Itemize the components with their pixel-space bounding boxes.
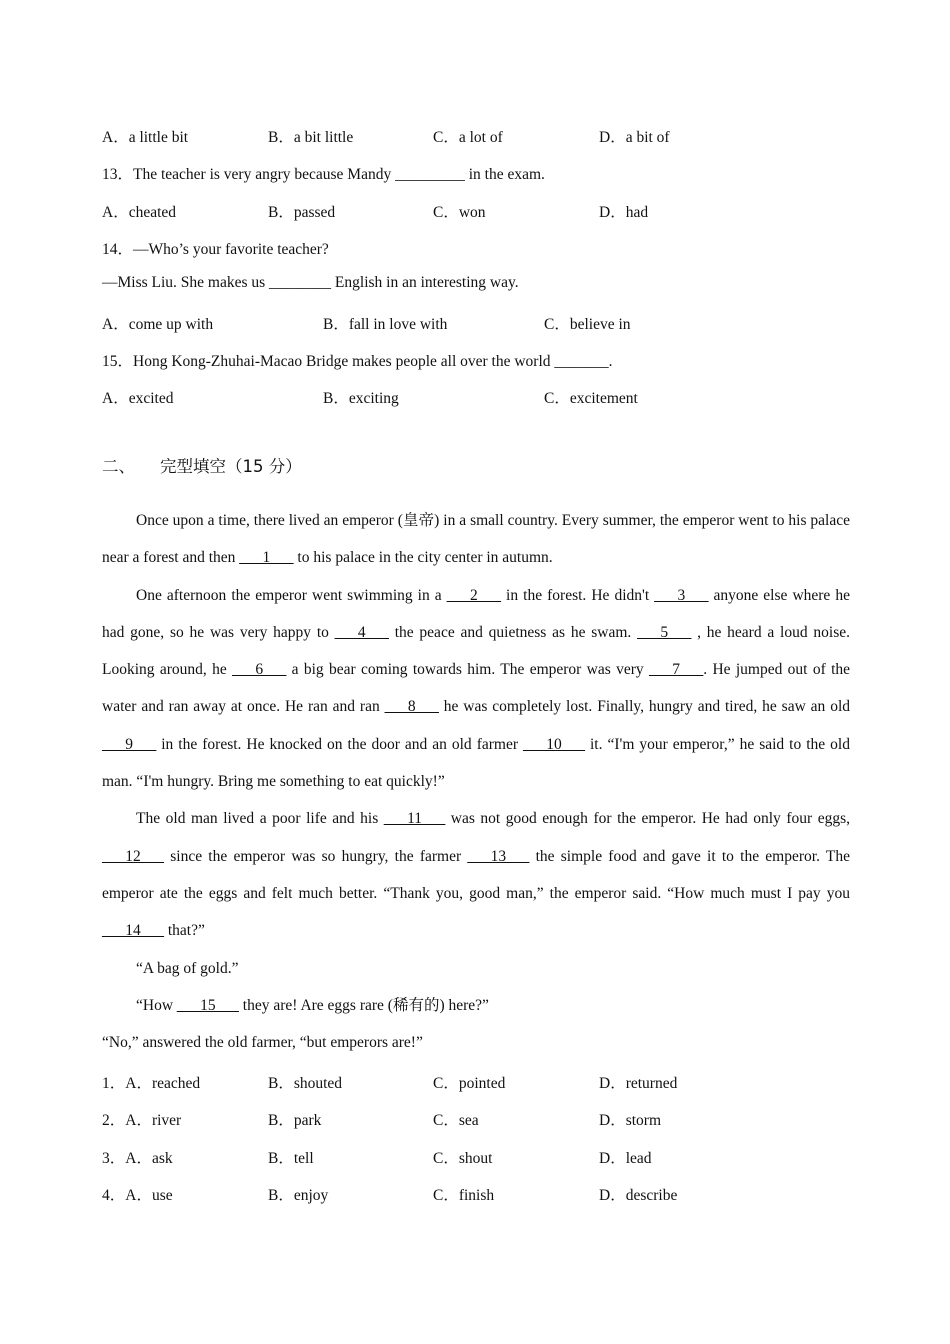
cloze-3-option-d: D．lead [599, 1150, 652, 1167]
passage-paragraph-4: “A bag of gold.” [136, 959, 239, 977]
section-number: 二、 [102, 457, 135, 476]
cloze-1-option-b: B．shouted [268, 1075, 343, 1092]
cloze-4-option-a: 4．A．use [102, 1187, 173, 1204]
q15-option-b: B．exciting [323, 390, 399, 407]
cloze-2-option-b: B．park [268, 1112, 322, 1129]
blank-11: ___11___ [383, 810, 446, 828]
blank-5: ___5___ [637, 623, 692, 641]
blank-4: ___4___ [334, 623, 389, 641]
blank-9: ___9___ [102, 735, 157, 753]
blank-2: ___2___ [446, 586, 501, 604]
cloze-3-option-b: B．tell [268, 1150, 314, 1167]
cloze-4-option-d: D．describe [599, 1187, 678, 1204]
blank-1: ___1___ [239, 549, 294, 567]
cloze-1-option-a: 1．A．reached [102, 1075, 201, 1092]
passage-paragraph-2: One afternoon the emperor went swimming in a ___2___ in the forest. He didn't ___3___ anyone else where he had gone, so he was very happy to ___4___ the peace and quietness as he swam. ___5___ , he heard a loud noise. Looking around, he ___6___ a big bear coming towards him. The emperor was very ___7___. He jumped out of the water and ran away at once. He ran and ran ___8___ he was completely lost. Finally, hungry and tired, he saw an old ___9___ in the forest. He knocked on the door and an old farmer ___10___ it. “I'm your emperor,” he said to the old man. “I'm hungry. Bring me something to eat quickly!” [102, 586, 851, 791]
blank-6: ___6___ [232, 661, 287, 679]
cloze-1-option-d: D．returned [599, 1075, 678, 1092]
blank-12: ___12___ [102, 847, 164, 865]
passage-paragraph-3: The old man lived a poor life and his ___11___ was not good enough for the emperor. He had only four eggs, ___12___ since the emperor was so hungry, the farmer ___13___ the simple food and gave it to the emperor. The emperor ate the eggs and felt much better. “Thank you, good man,” the emperor said. “How much must I pay you ___14___ that?” [102, 810, 851, 940]
q12-option-c: C．a lot of [433, 129, 503, 146]
q12-option-a: A．a little bit [102, 129, 189, 146]
q14-option-b: B．fall in love with [323, 316, 448, 333]
passage-paragraph-6: “No,” answered the old farmer, “but emperors are!” [102, 1034, 423, 1052]
section-heading [102, 453, 302, 477]
blank-13: ___13___ [467, 847, 530, 865]
cloze-3-option-c: C．shout [433, 1150, 493, 1167]
q14-stem-reply: —Miss Liu. She makes us ________ English in an interesting way. [102, 274, 519, 291]
q14-option-a: A．come up with [102, 316, 214, 333]
blank-7: ___7___ [649, 661, 704, 679]
cloze-4-option-c: C．finish [433, 1187, 495, 1204]
cloze-2-option-c: C．sea [433, 1112, 479, 1129]
cloze-passage [102, 502, 850, 1061]
blank-10: ___10___ [523, 735, 585, 753]
passage-paragraph-5: “How ___15___ they are! Are eggs rare (稀有的) here?” [136, 996, 489, 1014]
q15-option-c: C．excitement [544, 390, 638, 407]
q13-option-a: A．cheated [102, 204, 177, 221]
passage-paragraph-1: Once upon a time, there lived an emperor (皇帝) in a small country. Every summer, the emperor went to his palace near a forest and then ___1___ to his palace in the city center in autumn. [102, 512, 850, 567]
cloze-2-option-a: 2．A．river [102, 1112, 182, 1129]
blank-14: ___14___ [102, 922, 164, 940]
q12-option-b: B．a bit little [268, 129, 354, 146]
q13-option-b: B．passed [268, 204, 336, 221]
cloze-2-option-d: D．storm [599, 1112, 662, 1129]
cloze-4-option-b: B．enjoy [268, 1187, 329, 1204]
q14-stem: 14．—Who’s your favorite teacher? [102, 241, 329, 258]
q15-option-a: A．excited [102, 390, 174, 407]
q13-option-d: D．had [599, 204, 649, 221]
q13-stem: 13．The teacher is very angry because Mandy _________ in the exam. [102, 166, 545, 183]
cloze-3-option-a: 3．A．ask [102, 1150, 173, 1167]
blank-8: ___8___ [384, 698, 439, 716]
cloze-1-option-c: C．pointed [433, 1075, 506, 1092]
q15-stem: 15．Hong Kong-Zhuhai-Macao Bridge makes people all over the world _______. [102, 353, 613, 370]
blank-15: ___15___ [176, 996, 239, 1014]
q14-option-c: C．believe in [544, 316, 631, 333]
q13-option-c: C．won [433, 204, 486, 221]
q12-option-d: D．a bit of [599, 129, 670, 146]
blank-3: ___3___ [654, 586, 709, 604]
section-title: 完型填空（15 分） [160, 457, 302, 476]
